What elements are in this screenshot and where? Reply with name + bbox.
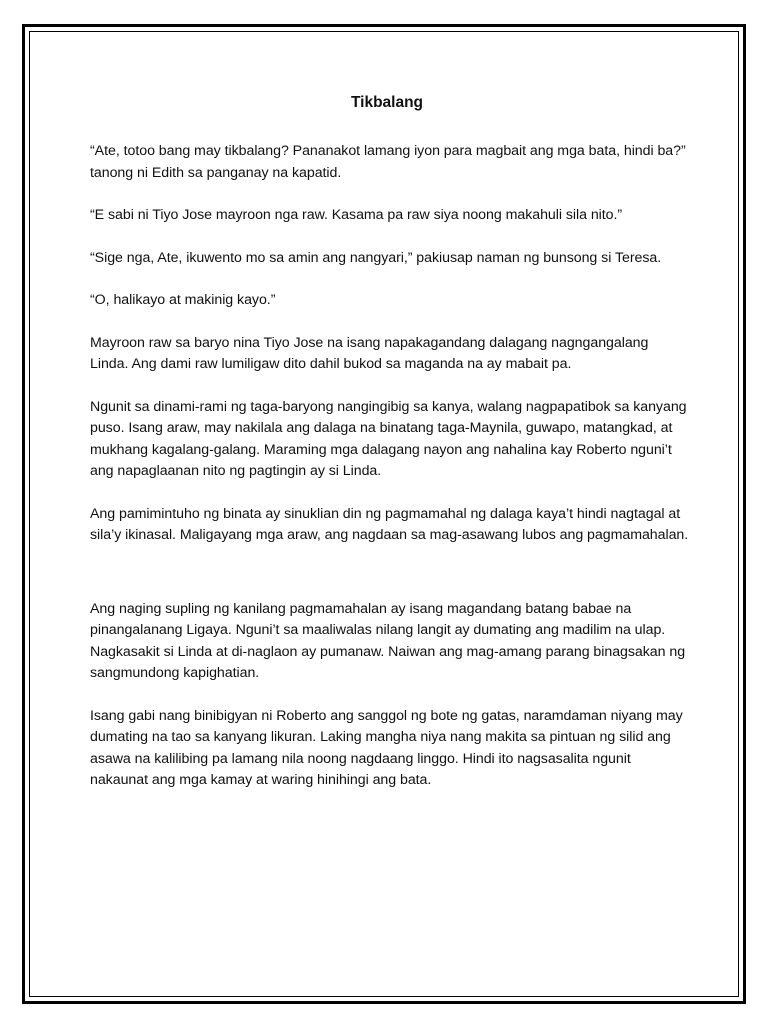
paragraph-2: “E sabi ni Tiyo Jose mayroon nga raw. Kasama pa raw siya noong makahuli sila nito.” (90, 207, 623, 223)
paragraph-3: “Sige nga, Ate, ikuwento mo sa amin ang nangyari,” pakiusap naman ng bunsong si Teresa. (90, 249, 662, 266)
paragraph-9: Isang gabi nang binibigyan ni Roberto ang sanggol ng bote ng gatas, naramdaman niyang may dumating na tao sa kanyang likuran. Laking mangha niya nang makita sa pintuan ng silid ang asawa na kalilibing pa lamang nila noong nagdaang linggo. Hindi ito nagsasalita ngunit nakaunat ang mga kamay at waring hinihingi ang bata. (90, 707, 683, 788)
paragraph-5: Mayroon raw sa baryo nina Tiyo Jose na isang napakagandang dalagang nagngangalang Linda. Ang dami raw lumiligaw dito dahil bukod sa maganda na ay mabait pa. (90, 334, 649, 372)
story-title: Tikbalang (350, 94, 424, 111)
paragraph-4: “O, halikayo at makinig kayo.” (90, 292, 276, 308)
paragraph-1: “Ate, totoo bang may tikbalang? Pananakot lamang iyon para magbait ang mga bata, hindi ba?” tanong ni Edith sa panganay na kapatid. (90, 143, 686, 181)
paragraph-7: Ang pamimintuho ng binata ay sinuklian din ng pagmamahal ng dalaga kaya’t hindi nagtagal at sila’y ikinasal. Maligayang mga araw, ang nagdaan sa mag-asawang lubos ang pagmamahalan. (90, 505, 689, 543)
document-body (90, 93, 690, 813)
paragraph-8: Ang naging supling ng kanilang pagmamahalan ay isang magandang batang babae na pinangalanang Ligaya. Nguni’t sa maaliwalas nilang langit ay dumating ang madilim na ulap. Nagkasakit si Linda at di-naglaon ay pumanaw. Naiwan ang mag-amang parang binagsakan ng sangmundong kapighatian. (90, 600, 686, 681)
paragraph-6: Ngunit sa dinami-rami ng taga-baryong nangingibig sa kanya, walang nagpapatibok sa kanyang puso. Isang araw, may nakilala ang dalaga na binatang taga-Maynila, guwapo, matangkad, at mukhang kagalang-galang. Maraming mga dalagang nayon ang nahalina kay Roberto nguni’t ang napaglaanan nito ng pagtingin ay si Linda. (90, 398, 687, 479)
